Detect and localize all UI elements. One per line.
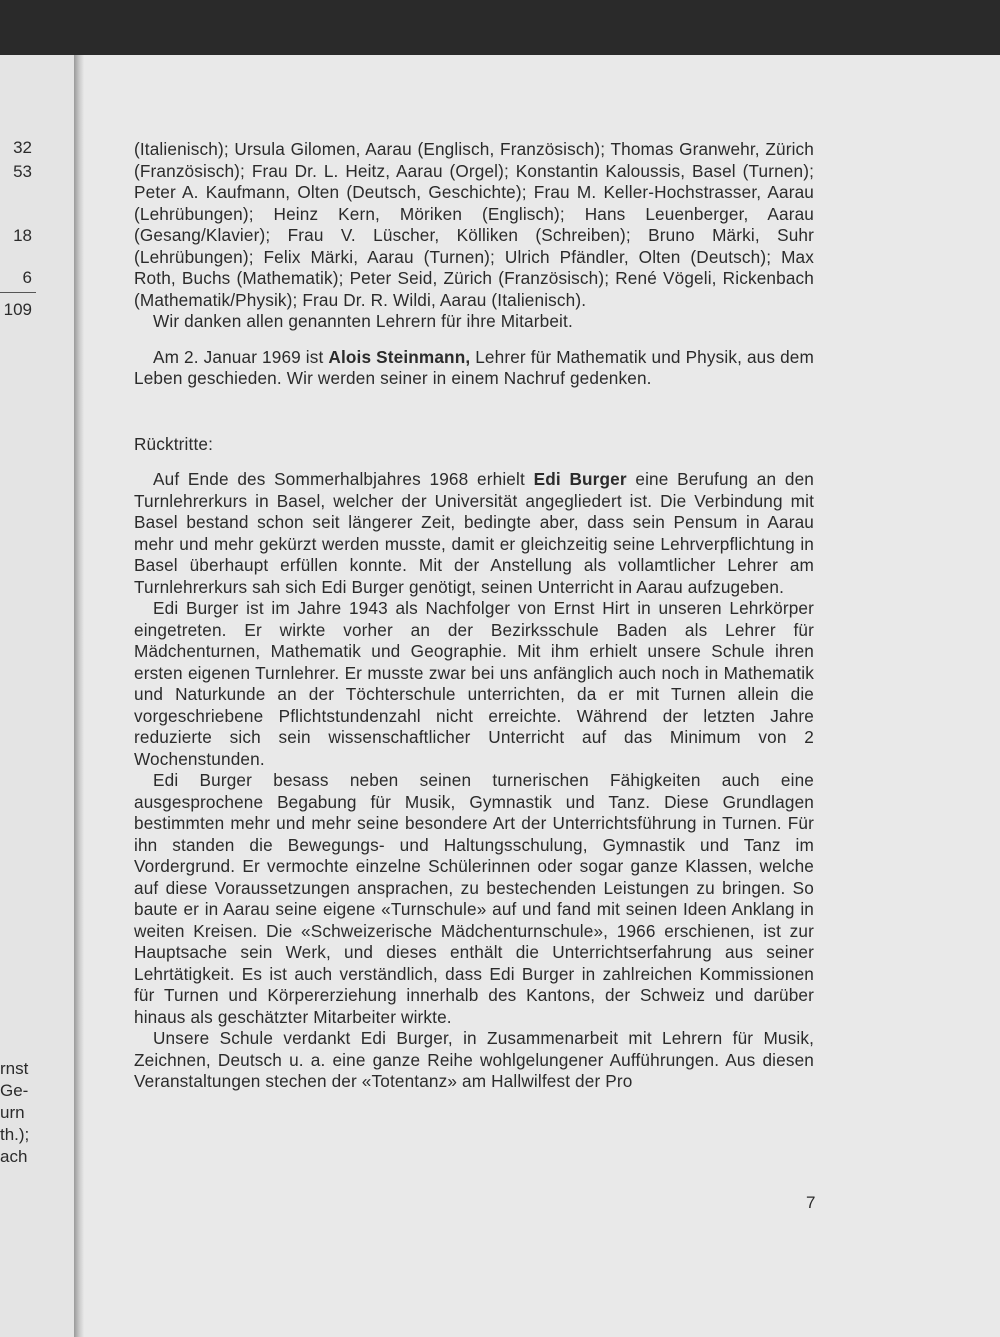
page-body bbox=[134, 139, 814, 1093]
page-number: 7 bbox=[806, 1193, 816, 1212]
left-page-fragment: Ge- bbox=[0, 1081, 29, 1100]
section-heading: Rücktritte: bbox=[134, 433, 214, 454]
bold-name: Alois Steinmann, bbox=[328, 346, 471, 367]
history-paragraph: Edi Burger ist im Jahre 1943 als Nachfolger von Ernst Hirt in unseren Lehrkörper eingetreten. Er wirkte vorher an der Bezirksschule Baden als Lehrer für Mädchenturnen, Mathematik und Geographie. Mit ihm erhielt unsere Schule ihren ersten eigenen Turnlehrer. Er musste zwar bei uns anfänglich auch noch in Mathematik und Naturkunde an der Töchterschule unterrichten, da er mit Turnen allein die vorgeschriebene Pflichtstundenzahl nicht erreichte. Während der letzten Jahre reduzierte sich sein wissenschaftlicher Unterricht auf das Minimum von 2 Wochenstunden. bbox=[134, 598, 814, 769]
thanks-paragraph: Wir danken allen genannten Lehrern für ihre Mitarbeit. bbox=[153, 311, 573, 331]
left-page-number: 18 bbox=[13, 226, 32, 245]
left-page-fragment: urn bbox=[0, 1103, 25, 1122]
left-page-number: 6 bbox=[22, 268, 32, 287]
bold-name: Edi Burger bbox=[533, 469, 627, 489]
left-page-fragment: ach bbox=[0, 1147, 28, 1166]
left-page-number: 32 bbox=[13, 138, 32, 157]
left-page-fragment: th.); bbox=[0, 1125, 30, 1144]
teacher-list-paragraph: (Italienisch); Ursula Gilomen, Aarau (Englisch, Französisch); Thomas Granwehr, Zürich (Französisch); Frau Dr. L. Heitz, Aarau (Orgel); Konstantin Kaloussis, Basel (Turnen); Peter A. Kaufmann, Olten (Deutsch, Geschichte); Frau M. Keller-Hochstrasser, Aarau (Lehrübungen); Heinz Kern, Möriken (Englisch); Hans Leuenberger, Aarau (Gesang/Klavier); Frau V. Lüscher, Kölliken (Schreiben); Bruno Märki, Suhr (Lehrübungen); Felix Märki, Aarau (Turnen); Ulrich Pfändler, Olten (Deutsch); Max Roth, Buchs (Mathematik); Peter Seid, Zürich (Französisch); René Vögeli, Rickenbach (Mathematik/Physik); Frau Dr. R. Wildi, Aarau (Italienisch). bbox=[134, 139, 814, 310]
book-gutter bbox=[74, 55, 84, 1337]
resignation-paragraph: Auf Ende des Sommerhalbjahres 1968 erhielt Edi Burger eine Berufung an den Turnlehrerkurs in Basel, welcher der Universität angegliedert ist. Die Verbindung mit Basel bestand schon seit längerer Zeit, bedingte aber, dass sein Pensum in Aarau mehr und mehr gekürzt werden musste, damit er gleichzeitig seine Lehrverpflichtung in Basel überhaupt erfüllen konnte. Mit der Anstellung als vollamtlicher Lehrer am Turnlehrerkurs sah sich Edi Burger genötigt, seinen Unterricht in Aarau aufzugeben. bbox=[134, 469, 815, 597]
left-page-number: 109 bbox=[3, 300, 32, 319]
performances-paragraph: Unsere Schule verdankt Edi Burger, in Zusammenarbeit mit Lehrern für Musik, Zeichnen, Deutsch u. a. eine ganze Reihe wohlgelungener Aufführungen. Aus diesen Veranstaltungen stechen der «Totentanz» am Hallwilfest der Pro bbox=[134, 1028, 814, 1091]
left-page-fragment: rnst bbox=[0, 1059, 29, 1078]
document-page bbox=[84, 55, 1000, 1337]
left-page-number: 53 bbox=[13, 162, 32, 181]
obituary-paragraph: Am 2. Januar 1969 ist Alois Steinmann, Lehrer für Mathematik und Physik, aus dem Leben geschieden. Wir werden seiner in einem Nachruf gedenken. bbox=[134, 346, 814, 388]
talent-paragraph: Edi Burger besass neben seinen turnerischen Fähigkeiten auch eine ausgesprochene Begabung für Musik, Gymnastik und Tanz. Diese Grundlagen bestimmten mehr und mehr seine besondere Art der Unterrichtsführung in Turnen. Für ihn standen die Bewegungs- und Haltungsschulung, Gymnastik und Tanz im Vordergrund. Er vermochte einzelne Schülerinnen oder sogar ganze Klassen, welche auf diese Voraussetzungen ansprachen, zu bestechenden Leistungen zu bringen. So baute er in Aarau seine eigene «Turnschule» auf und fand mit seinen Ideen Anklang in weiten Kreisen. Die «Schweizerische Mädchenturnschule», 1966 erschienen, ist zur Hauptsache sein Werk, und dieses enthält die Unterrichtserfahrung aus seiner Lehrtätigkeit. Es ist auch verständlich, dass Edi Burger in zahlreichen Kommissionen für Turnen und Körpererziehung innerhalb des Kantons, der Schweiz und darüber hinaus als geschätzter Mitarbeiter wirkte. bbox=[134, 770, 814, 1027]
facing-page-edge bbox=[0, 55, 74, 1337]
left-page-rule bbox=[0, 292, 36, 293]
